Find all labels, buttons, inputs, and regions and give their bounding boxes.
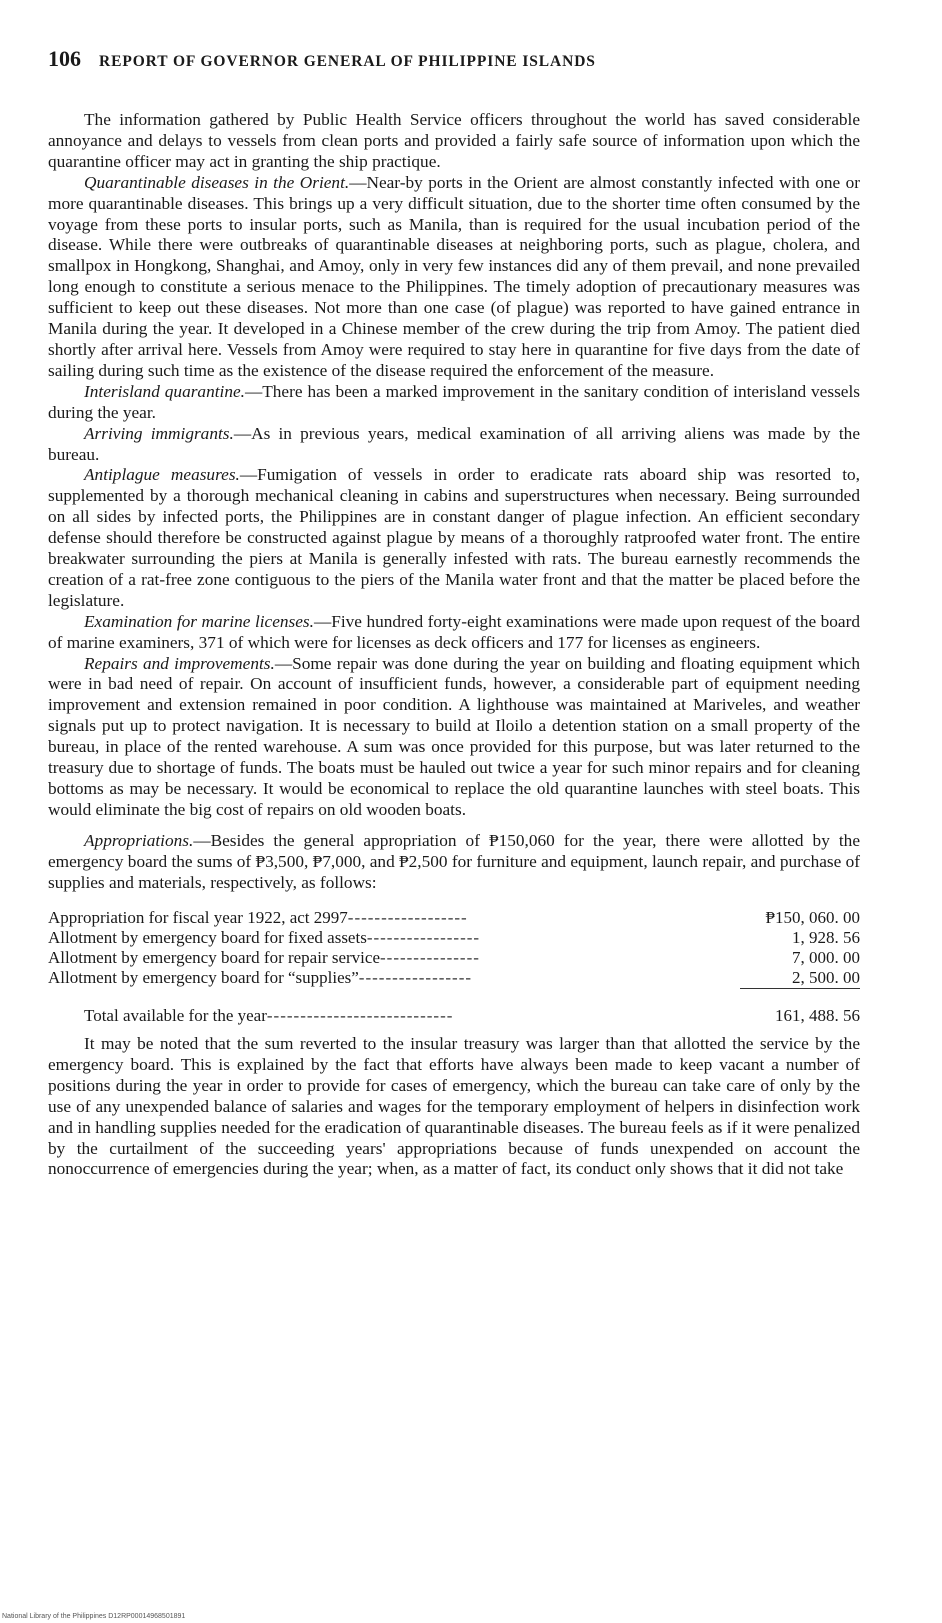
paragraph-text: —Five hundred forty-eight examinations were made upon request of the board of marine examiners, 371 of which were for licenses as deck officers and 177 for licenses as engineers. (48, 611, 860, 652)
paragraph-intro (48, 110, 860, 173)
paragraph-text: —Besides the general appropriation of ₱150,060 for the year, there were allotted by the emergency board the sums of ₱3,500, ₱7,000, and ₱2,500 for furniture and equipment, launch repair, and purchase of supplies and materials, respectively, as follows: (48, 830, 860, 892)
paragraph-text: —As in previous years, medical examination of all arriving aliens was made by the bureau. (48, 423, 860, 464)
row-label: Allotment by emergency board for repair service (48, 947, 380, 967)
paragraph-quarantinable-diseases (48, 173, 860, 382)
row-amount: 7, 000. 00 (792, 947, 860, 967)
row-amount: 2, 500. 00 (792, 967, 860, 987)
dot-leader: ----------------- (366, 927, 481, 947)
row-amount: 1, 928. 56 (792, 927, 860, 947)
paragraph-lead: Appropriations. (84, 830, 194, 850)
paragraph-lead: Quarantinable diseases in the Orient. (84, 172, 350, 192)
scan-footer: National Library of the Philippines D12RP00014968501891 (2, 1613, 186, 1620)
paragraph-interisland-quarantine (48, 382, 860, 424)
paragraph-lead: Interisland quarantine. (84, 381, 245, 401)
paragraph-text: —Some repair was done during the year on building and floating equipment which were in bad need of repair. On account of insufficient funds, however, a considerable part of equipment needing improvement and extension remained in poor condition. A lighthouse was maintained at Mariveles, and weather signals put up to protect navigation. It is necessary to build at Iloilo a detention station on a small property of the bureau, in place of the rented warehouse. A sum was once provided for this purpose, but was later returned to the treasury due to shortage of funds. The boats must be hauled out twice a year for such minor repairs and for cleaning bottoms as may be necessary. It would be economical to replace the old quarantine launches with steel boats. This would eliminate the big cost of repairs on old wooden boats. (48, 653, 860, 819)
total-amount: 161, 488. 56 (740, 988, 860, 1026)
paragraph-text: —There has been a marked improvement in the sanitary condition of interisland vessels during the year. (48, 381, 860, 422)
dot-leader: --------------- (380, 947, 480, 967)
row-label: Allotment by emergency board for fixed assets (48, 927, 367, 947)
table-total-row (48, 988, 860, 1026)
running-head: REPORT OF GOVERNOR GENERAL OF PHILIPPINE ISLANDS (99, 53, 596, 70)
paragraph-repairs-improvements (48, 654, 860, 821)
paragraph-lead: Repairs and improvements. (84, 653, 275, 673)
paragraph-lead: Examination for marine licenses. (84, 611, 314, 631)
body-text (48, 110, 860, 894)
paragraph-marine-licenses (48, 612, 860, 654)
page-number: 106 (48, 46, 81, 71)
paragraph-closing: It may be noted that the sum reverted to the insular treasury was larger than that allotted the service by the emergency board. This is explained by the fact that efforts have always been made to keep vacant a number of positions during the year in order to provide for cases of emergency, which the bureau can take care of only by the use of any unexpended balance of salaries and wages for the temporary employment of helpers in disinfection work and in handling supplies needed for the eradication of quarantinable diseases. The bureau feels as if it were penalized by the curtailment of the succeeding years' appropriations because of funds unexpended on account the nonoccurrence of emergencies during the year; when, as a matter of fact, its conduct only shows that it did not take (48, 1034, 860, 1179)
total-label: Total available for the year (84, 1006, 267, 1026)
table-row (48, 968, 860, 989)
table-row (48, 908, 860, 928)
row-label: Appropriation for fiscal year 1922, act 2997 (48, 907, 348, 927)
closing-text (48, 1034, 860, 1180)
paragraph-lead: Antiplague measures. (84, 465, 240, 485)
table-row (48, 948, 860, 968)
paragraph-appropriations (48, 831, 860, 894)
dot-leader: ----------------- (358, 968, 473, 988)
page-header (48, 46, 860, 72)
dot-leader: ------------------ (347, 907, 468, 927)
paragraph-arriving-immigrants (48, 424, 860, 466)
paragraph-text: —Near-by ports in the Orient are almost constantly infected with one or more quarantinable diseases. This brings up a very difficult situation, due to the shorter time often consumed by the voyage from these ports to insular ports, such as Manila, than is required for the usual incubation period of the disease. While there were outbreaks of quarantinable diseases at neighboring ports, such as plague, cholera, and smallpox in Hongkong, Shanghai, and Amoy, only in very few instances did any of them prevail, and none prevailed long enough to constitute a serious menace to the Philippines. The timely adoption of precautionary measures was sufficient to keep out these diseases. Not more than one case (of plague) was reported to have gained entrance in Manila during the year. It developed in a Chinese member of the crew during the trip from Amoy. The patient died shortly after arrival here. Vessels from Amoy were required to stay here in quarantine for five days from the date of sailing during such time as the existence of the disease required the enforcement of the measure. (48, 172, 861, 380)
paragraph-text: —Fumigation of vessels in order to eradicate rats aboard ship was resorted to, supplemented by a thorough mechanical cleaning in cabins and superstructures when necessary. Being surrounded on all sides by infected ports, the Philippines are in constant danger of plague infection. An efficient secondary defense should therefore be constructed against plague by means of a thoroughly ratproofed water front. The entire breakwater surrounding the piers at Manila is generally infested with rats. The bureau earnestly recommends the creation of a rat-free zone contiguous to the piers of the Manila water front and that the matter be placed before the legislature. (48, 465, 860, 610)
dot-leader: ---------------------------- (266, 1006, 454, 1026)
paragraph-text: The information gathered by Public Health Service officers throughout the world has saved considerable annoyance and delays to vessels from clean ports and provided a fairly safe source of information upon which the quarantine officer may act in granting the ship practique. (48, 110, 860, 171)
paragraph-antiplague-measures (48, 465, 860, 611)
document-page (48, 46, 860, 1180)
row-label: Allotment by emergency board for “supplies” (48, 968, 359, 988)
paragraph-lead: Arriving immigrants. (84, 423, 234, 443)
row-amount: ₱150, 060. 00 (765, 907, 860, 927)
table-row (48, 928, 860, 948)
appropriations-table (48, 908, 860, 1027)
